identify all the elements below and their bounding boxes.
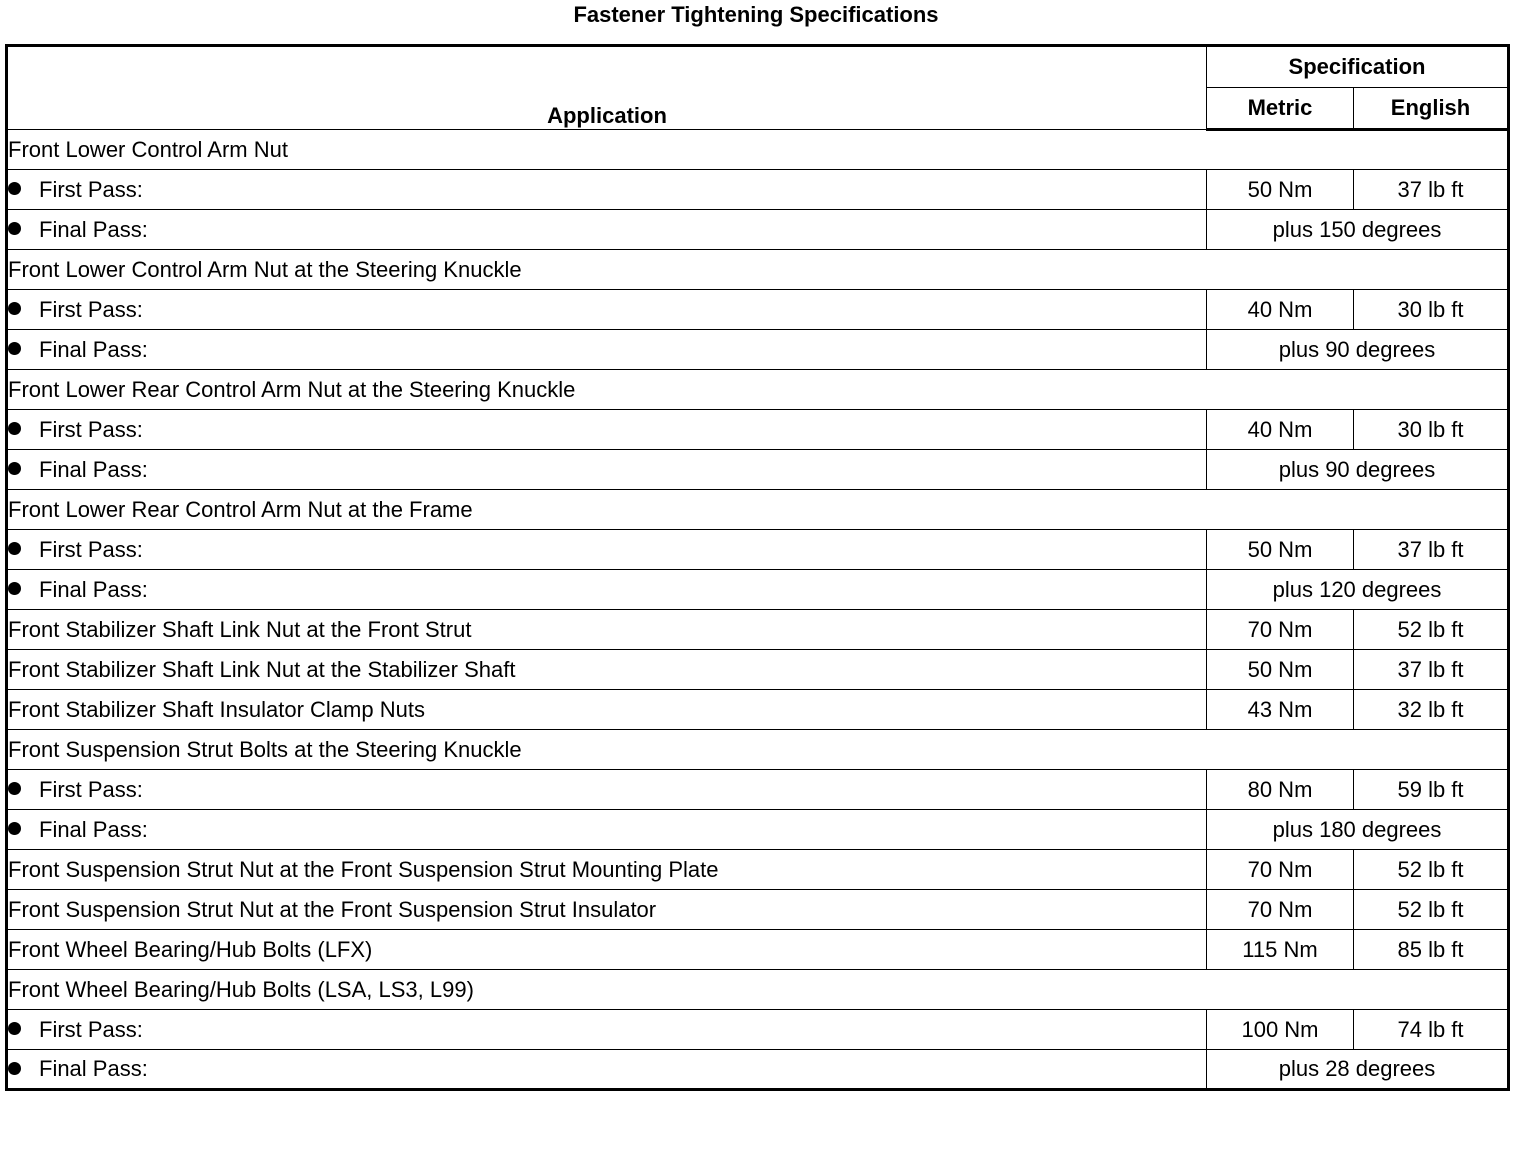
group-label: Front Lower Rear Control Arm Nut at the Frame	[7, 490, 1509, 530]
angle-value: plus 180 degrees	[1207, 810, 1509, 850]
table-row	[7, 1010, 1509, 1050]
metric-value: 40 Nm	[1207, 410, 1354, 450]
metric-value: 80 Nm	[1207, 770, 1354, 810]
angle-value: plus 90 degrees	[1207, 450, 1509, 490]
metric-value: 50 Nm	[1207, 530, 1354, 570]
english-value: 74 lb ft	[1354, 1010, 1509, 1050]
metric-value: 100 Nm	[1207, 1010, 1354, 1050]
application-label: Front Stabilizer Shaft Link Nut at the Stabilizer Shaft	[7, 650, 1207, 690]
bullet-icon	[8, 582, 21, 595]
table-row	[7, 810, 1509, 850]
table-row	[7, 970, 1509, 1010]
pass-label: Final Pass:	[39, 576, 148, 602]
table-row	[7, 450, 1509, 490]
metric-value: 70 Nm	[1207, 850, 1354, 890]
bullet-icon	[8, 342, 21, 355]
table-row	[7, 410, 1509, 450]
bullet-icon	[8, 782, 21, 795]
metric-value: 115 Nm	[1207, 930, 1354, 970]
english-value: 85 lb ft	[1354, 930, 1509, 970]
pass-label-cell	[7, 170, 1207, 210]
application-label: Front Wheel Bearing/Hub Bolts (LFX)	[7, 930, 1207, 970]
pass-label-cell	[7, 450, 1207, 490]
application-label: Front Stabilizer Shaft Link Nut at the Front Strut	[7, 610, 1207, 650]
pass-label-cell	[7, 1010, 1207, 1050]
english-value: 37 lb ft	[1354, 170, 1509, 210]
english-value: 37 lb ft	[1354, 530, 1509, 570]
pass-label: First Pass:	[39, 296, 143, 322]
angle-value: plus 150 degrees	[1207, 210, 1509, 250]
application-label: Front Stabilizer Shaft Insulator Clamp Nuts	[7, 690, 1207, 730]
english-header: English	[1354, 88, 1509, 130]
pass-label-cell	[7, 1050, 1207, 1090]
metric-value: 43 Nm	[1207, 690, 1354, 730]
pass-label: Final Pass:	[39, 456, 148, 482]
group-label: Front Suspension Strut Bolts at the Steering Knuckle	[7, 730, 1509, 770]
table-row	[7, 730, 1509, 770]
bullet-icon	[8, 222, 21, 235]
pass-label: Final Pass:	[39, 336, 148, 362]
metric-value: 50 Nm	[1207, 650, 1354, 690]
table-row	[7, 570, 1509, 610]
group-label: Front Wheel Bearing/Hub Bolts (LSA, LS3, L99)	[7, 970, 1509, 1010]
page-title: Fastener Tightening Specifications	[573, 2, 939, 27]
table-row	[7, 490, 1509, 530]
table-row	[7, 250, 1509, 290]
pass-label: First Pass:	[39, 776, 143, 802]
pass-label: Final Pass:	[39, 816, 148, 842]
english-value: 52 lb ft	[1354, 850, 1509, 890]
table-row	[7, 650, 1509, 690]
application-label: Front Suspension Strut Nut at the Front Suspension Strut Mounting Plate	[7, 850, 1207, 890]
pass-label: First Pass:	[39, 536, 143, 562]
english-value: 30 lb ft	[1354, 290, 1509, 330]
english-value: 52 lb ft	[1354, 890, 1509, 930]
pass-label-cell	[7, 410, 1207, 450]
bullet-icon	[8, 422, 21, 435]
table-row	[7, 170, 1509, 210]
table-row	[7, 530, 1509, 570]
pass-label-cell	[7, 810, 1207, 850]
metric-header: Metric	[1207, 88, 1354, 130]
pass-label-cell	[7, 770, 1207, 810]
bullet-icon	[8, 462, 21, 475]
metric-value: 70 Nm	[1207, 890, 1354, 930]
bullet-icon	[8, 822, 21, 835]
group-label: Front Lower Rear Control Arm Nut at the Steering Knuckle	[7, 370, 1509, 410]
table-row	[7, 210, 1509, 250]
angle-value: plus 28 degrees	[1207, 1050, 1509, 1090]
application-header: Application	[7, 46, 1207, 130]
table-body	[7, 130, 1509, 1090]
english-value: 32 lb ft	[1354, 690, 1509, 730]
pass-label-cell	[7, 290, 1207, 330]
table-row	[7, 890, 1509, 930]
specification-header: Specification	[1207, 46, 1509, 88]
table-row	[7, 370, 1509, 410]
group-label: Front Lower Control Arm Nut at the Steering Knuckle	[7, 250, 1509, 290]
metric-value: 50 Nm	[1207, 170, 1354, 210]
english-value: 37 lb ft	[1354, 650, 1509, 690]
table-row	[7, 850, 1509, 890]
metric-value: 40 Nm	[1207, 290, 1354, 330]
table-row	[7, 770, 1509, 810]
pass-label-cell	[7, 570, 1207, 610]
english-value: 30 lb ft	[1354, 410, 1509, 450]
english-value: 52 lb ft	[1354, 610, 1509, 650]
table-row	[7, 690, 1509, 730]
table-row	[7, 130, 1509, 170]
pass-label: First Pass:	[39, 416, 143, 442]
metric-value: 70 Nm	[1207, 610, 1354, 650]
angle-value: plus 90 degrees	[1207, 330, 1509, 370]
table-row	[7, 1050, 1509, 1090]
angle-value: plus 120 degrees	[1207, 570, 1509, 610]
bullet-icon	[8, 182, 21, 195]
group-label: Front Lower Control Arm Nut	[7, 130, 1509, 170]
pass-label: Final Pass:	[39, 1056, 148, 1081]
pass-label: Final Pass:	[39, 216, 148, 242]
pass-label-cell	[7, 330, 1207, 370]
bullet-icon	[8, 302, 21, 315]
table-row	[7, 330, 1509, 370]
pass-label-cell	[7, 210, 1207, 250]
specification-table	[5, 44, 1510, 1091]
bullet-icon	[8, 1062, 21, 1075]
bullet-icon	[8, 542, 21, 555]
pass-label-cell	[7, 530, 1207, 570]
english-value: 59 lb ft	[1354, 770, 1509, 810]
bullet-icon	[8, 1022, 21, 1035]
table-row	[7, 290, 1509, 330]
table-row	[7, 930, 1509, 970]
pass-label: First Pass:	[39, 176, 143, 202]
pass-label: First Pass:	[39, 1016, 143, 1042]
application-label: Front Suspension Strut Nut at the Front Suspension Strut Insulator	[7, 890, 1207, 930]
table-row	[7, 610, 1509, 650]
